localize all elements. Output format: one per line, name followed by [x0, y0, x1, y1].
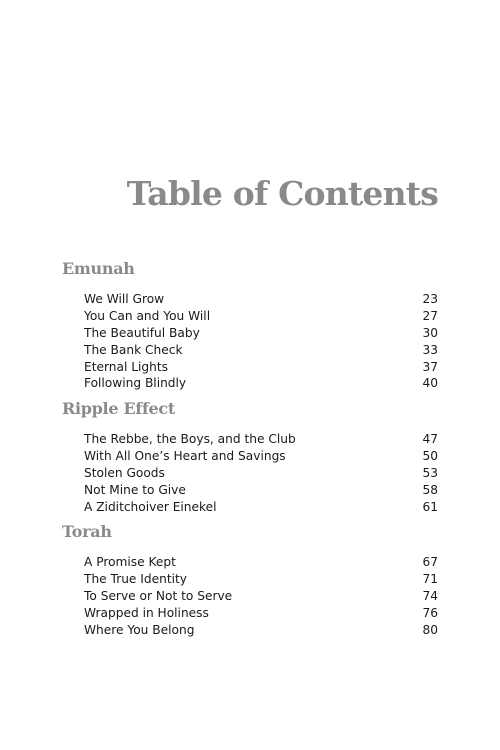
- toc-entry[interactable]: [62, 499, 438, 516]
- entry-page-number: 40: [422, 376, 438, 391]
- entry-title: To Serve or Not to Serve: [84, 588, 233, 603]
- toc-entry[interactable]: [62, 482, 438, 499]
- toc-entry[interactable]: [62, 554, 438, 571]
- entry-title: A Promise Kept: [84, 555, 176, 569]
- section-heading: Torah: [62, 522, 112, 541]
- entry-title: Eternal Lights: [84, 359, 168, 374]
- entry-page-number: 53: [422, 465, 438, 480]
- toc-entry[interactable]: [62, 622, 438, 639]
- entry-page-number: 23: [422, 292, 438, 306]
- section-heading: Emunah: [62, 259, 135, 278]
- entry-page-number: 67: [422, 555, 438, 569]
- entry-list: [62, 554, 438, 638]
- page-title: Table of Contents: [126, 174, 438, 213]
- toc-entry[interactable]: [62, 448, 438, 465]
- entry-list: [62, 291, 438, 392]
- toc-entry[interactable]: [62, 359, 438, 376]
- entry-page-number: 50: [422, 448, 438, 463]
- entry-page-number: 76: [422, 605, 438, 620]
- entry-page-number: 33: [422, 342, 438, 357]
- section-heading: Ripple Effect: [62, 399, 175, 418]
- entry-title: With All One’s Heart and Savings: [84, 448, 286, 463]
- entry-page-number: 74: [422, 588, 438, 603]
- toc-entry[interactable]: [62, 588, 438, 605]
- toc-entry[interactable]: [62, 375, 438, 392]
- toc-entry[interactable]: [62, 465, 438, 482]
- section-ripple-effect: [62, 399, 438, 515]
- entry-title: Following Blindly: [84, 376, 187, 391]
- toc-entry[interactable]: [62, 308, 438, 325]
- entry-title: Wrapped in Holiness: [84, 605, 209, 620]
- entry-title: Not Mine to Give: [84, 482, 186, 497]
- entry-title: The Beautiful Baby: [84, 325, 200, 340]
- entry-title: A Ziditchoiver Einekel: [84, 499, 217, 514]
- entry-title: Stolen Goods: [84, 465, 165, 480]
- entry-title: You Can and You Will: [84, 308, 211, 323]
- entry-page-number: 80: [422, 622, 438, 637]
- toc-entry[interactable]: [62, 325, 438, 342]
- entry-list: [62, 431, 438, 515]
- toc-entry[interactable]: [62, 291, 438, 308]
- entry-title: The Rebbe, the Boys, and the Club: [84, 432, 296, 446]
- entry-page-number: 30: [422, 325, 438, 340]
- toc-entry[interactable]: [62, 342, 438, 359]
- entry-page-number: 58: [422, 482, 438, 497]
- entry-title: Where You Belong: [84, 622, 195, 637]
- toc-entry[interactable]: [62, 571, 438, 588]
- entry-title: The True Identity: [84, 571, 188, 586]
- entry-title: We Will Grow: [84, 292, 165, 306]
- section-emunah: [62, 259, 438, 392]
- toc-entry[interactable]: [62, 605, 438, 622]
- entry-title: The Bank Check: [84, 342, 183, 357]
- toc-entry[interactable]: [62, 431, 438, 448]
- entry-page-number: 47: [422, 432, 438, 446]
- section-torah: [62, 522, 438, 638]
- entry-page-number: 71: [422, 571, 438, 586]
- entry-page-number: 27: [422, 308, 438, 323]
- entry-page-number: 37: [422, 359, 438, 374]
- entry-page-number: 61: [422, 499, 438, 514]
